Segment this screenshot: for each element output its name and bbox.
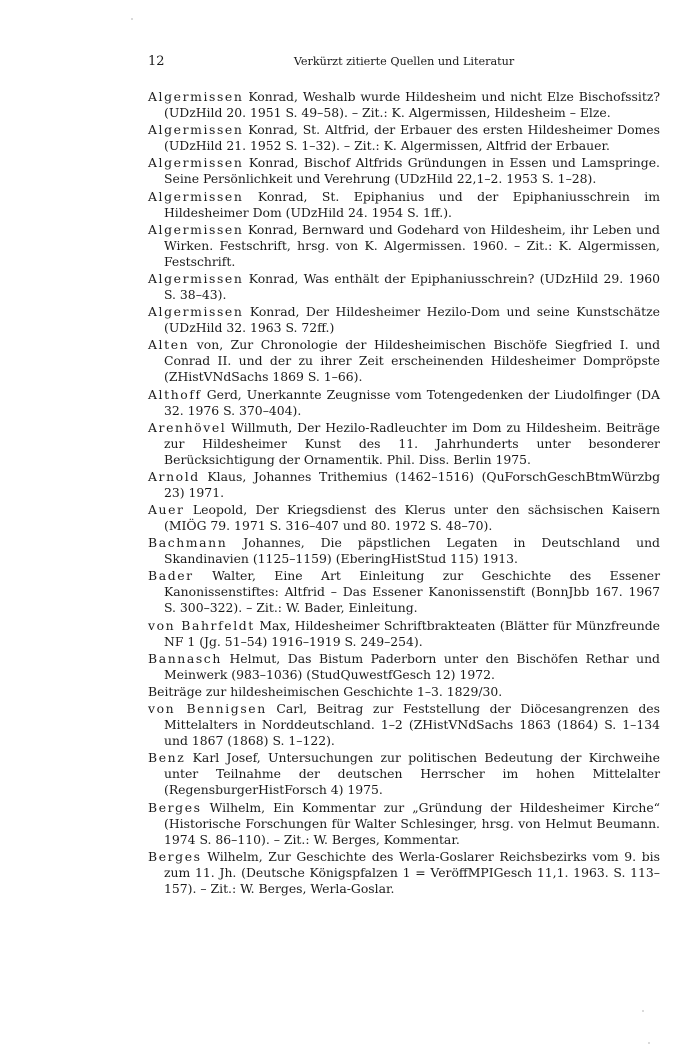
entry-text: Konrad, Bernward und Godehard von Hildesheim, ihr Leben und Wirken. Festschrift, hrsg. von K. Algermissen. 1960. – Zit.: K. Algermissen, Festschrift.: [164, 221, 660, 269]
bibliography-entry: [148, 750, 660, 798]
author-surname: Berges: [148, 848, 202, 864]
bibliography-entry: [148, 420, 660, 468]
entry-text: Leopold, Der Kriegsdienst des Klerus unter den sächsischen Kaisern (MIÖG 79. 1971 S. 316–407 und 80. 1972 S. 48–70).: [164, 502, 660, 534]
bibliography-entry: [148, 800, 660, 848]
entry-text: Karl Josef, Untersuchungen zur politischen Bedeutung der Kirchweihe unter Teilnahme der deutschen Herrscher im hohen Mittelalter (RegensburgerHistForsch 4) 1975.: [164, 750, 660, 798]
entry-text: Konrad, Bischof Altfrids Gründungen in Essen und Lamspringe. Seine Persönlichkeit und Verehrung (UDzHild 22,1–2. 1953 S. 1–28).: [164, 155, 660, 187]
entry-text: Willmuth, Der Hezilo-Radleuchter im Dom zu Hildesheim. Beiträge zur Hildesheimer Kunst des 11. Jahrhunderts unter besonderer Berücksichtigung der Ornamentik. Phil. Diss. Berlin 1975.: [164, 419, 660, 467]
author-surname: Bader: [148, 568, 194, 584]
bibliography-entry: [148, 849, 660, 897]
bibliography-entry: [148, 271, 660, 303]
author-surname: Althoff: [148, 386, 202, 402]
author-surname: Algermissen: [148, 221, 244, 237]
bibliography-entry: [148, 304, 660, 336]
bibliography-entry: [148, 155, 660, 187]
entry-text: Wilhelm, Ein Kommentar zur „Gründung der Hildesheimer Kirche“ (Historische Forschungen für Walter Schlesinger, hrsg. von Helmut Beumann. 1974 S. 86–110). – Zit.: W. Berges, Kommentar.: [164, 799, 660, 847]
scan-speck: [648, 1042, 650, 1044]
entry-text: Konrad, Der Hildesheimer Hezilo-Dom und seine Kunstschätze (UDzHild 32. 1963 S. 72ff.): [164, 304, 660, 336]
author-surname: Bachmann: [148, 535, 228, 551]
entry-text: Helmut, Das Bistum Paderborn unter den Bischöfen Rethar und Meinwerk (983–1036) (StudQuwestfGesch 12) 1972.: [164, 650, 660, 682]
entry-text: Beiträge zur hildesheimischen Geschichte 1–3. 1829/30.: [148, 684, 503, 699]
entry-text: Gerd, Unerkannte Zeugnisse vom Totengedenken der Liudolfinger (DA 32. 1976 S. 370–404).: [164, 386, 660, 418]
entry-text: Walter, Eine Art Einleitung zur Geschichte des Essener Kanonissenstiftes: Altfrid – Das Essener Kanonissenstift (BonnJbb 167. 1967 S. 300–322). – Zit.: W. Bader, Einleitung.: [164, 568, 660, 616]
author-surname: Arenhövel: [148, 419, 227, 435]
entry-text: Wilhelm, Zur Geschichte des Werla-Goslarer Reichsbezirks vom 9. bis zum 11. Jh. (Deutsche Königspfalzen 1 = VeröffMPIGesch 11,1. 1963. S. 113–157). – Zit.: W. Berges, Werla-Goslar.: [164, 848, 660, 896]
entry-text: Carl, Beitrag zur Feststellung der Diöcesangrenzen des Mittelalters in Norddeutschland. 1–2 (ZHistVNdSachs 1863 (1864) S. 1–134 und 1867 (1868) S. 1–122).: [164, 701, 660, 749]
author-surname: Algermissen: [148, 304, 244, 320]
bibliography-entry: [148, 651, 660, 683]
author-surname: Bennigsen: [186, 701, 267, 717]
bibliography-entry: [148, 89, 660, 121]
author-surname: Benz: [148, 750, 186, 766]
bibliography-entry: [148, 189, 660, 221]
author-surname: Bahrfeldt: [181, 617, 255, 633]
author-surname: Alten: [148, 337, 190, 353]
bibliography-entry: [148, 502, 660, 534]
author-surname: Auer: [148, 502, 185, 518]
bibliography-list: [148, 89, 660, 898]
bibliography-entry: [148, 222, 660, 270]
bibliography-entry: [148, 684, 660, 700]
bibliography-entry: [148, 535, 660, 567]
author-prefix: von: [148, 701, 187, 717]
scan-speck: [642, 1010, 644, 1012]
author-prefix: von: [148, 617, 182, 633]
running-title: Verkürzt zitierte Quellen und Literatur: [293, 55, 515, 68]
entry-text: Johannes, Die päpstlichen Legaten in Deutschland und Skandinavien (1125–1159) (EberingHistStud 115) 1913.: [164, 535, 660, 567]
bibliography-entry: [148, 568, 660, 616]
entry-text: Max, Hildesheimer Schriftbrakteaten (Blätter für Münzfreunde NF 1 (Jg. 51–54) 1916–1919 S. 249–254).: [164, 617, 660, 649]
entry-text: Konrad, Was enthält der Epiphaniusschrein? (UDzHild 29. 1960 S. 38–43).: [164, 270, 660, 302]
bibliography-entry: [148, 387, 660, 419]
author-surname: Bannasch: [148, 650, 222, 666]
bibliography-entry: [148, 701, 660, 749]
page-number: 12: [148, 54, 165, 69]
author-surname: Algermissen: [148, 188, 244, 204]
author-surname: Algermissen: [148, 89, 244, 104]
author-surname: Arnold: [148, 468, 200, 484]
entry-text: Klaus, Johannes Trithemius (1462–1516) (QuForschGeschBtmWürzbg 23) 1971.: [164, 468, 660, 500]
entry-text: Konrad, St. Altfrid, der Erbauer des ersten Hildesheimer Domes (UDzHild 21. 1952 S. 1–32). – Zit.: K. Algermissen, Altfrid der Erbauer.: [164, 122, 660, 154]
author-surname: Berges: [148, 799, 202, 815]
scan-speck: [131, 18, 133, 20]
bibliography-entry: [148, 469, 660, 501]
bibliography-entry: [148, 337, 660, 385]
page-header: [148, 52, 660, 72]
author-surname: Algermissen: [148, 122, 244, 138]
author-surname: Algermissen: [148, 270, 244, 286]
author-surname: Algermissen: [148, 155, 244, 171]
bibliography-entry: [148, 122, 660, 154]
entry-text: Konrad, Weshalb wurde Hildesheim und nicht Elze Bischofssitz? (UDzHild 20. 1951 S. 49–58). – Zit.: K. Algermissen, Hildesheim – Elze.: [164, 89, 660, 120]
entry-text: von, Zur Chronologie der Hildesheimischen Bischöfe Siegfried I. und Conrad II. und der zu ihrer Zeit erscheinenden Hildesheimer Dompröpste (ZHistVNdSachs 1869 S. 1–66).: [164, 337, 660, 385]
entry-text: Konrad, St. Epiphanius und der Epiphaniusschrein im Hildesheimer Dom (UDzHild 24. 1954 S. 1ff.).: [164, 188, 660, 220]
bibliography-entry: [148, 618, 660, 650]
